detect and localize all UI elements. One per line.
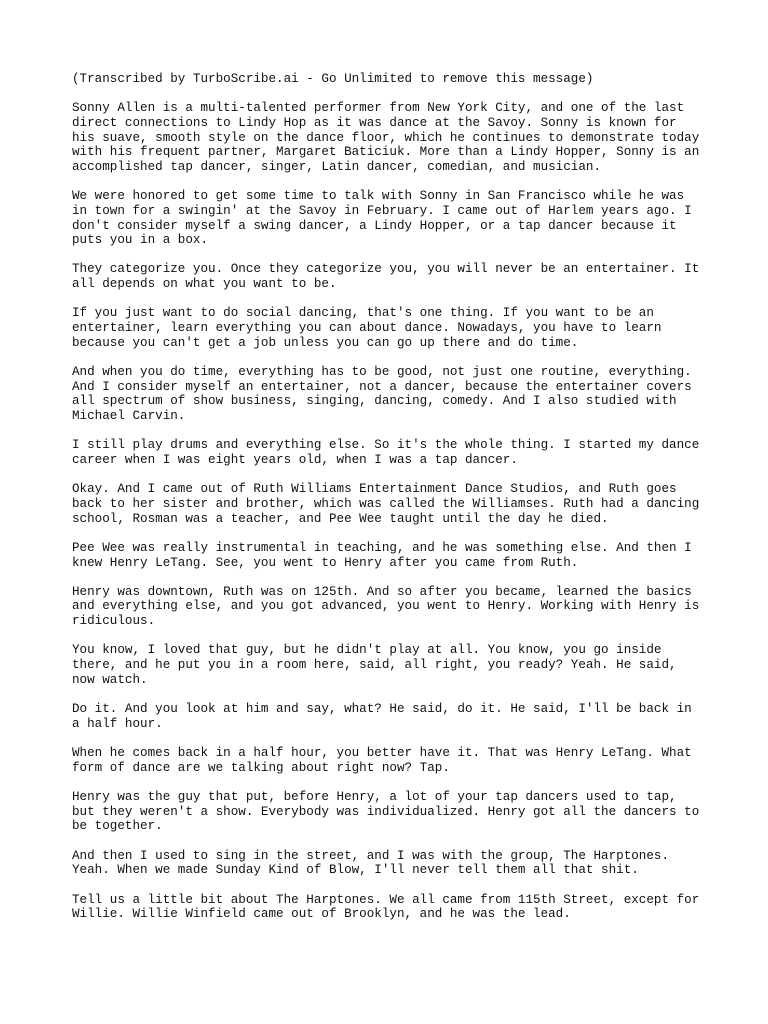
paragraph-social-dancing: If you just want to do social dancing, that's one thing. If you want to be an entertainer, learn everything you can about dance. Nowadays, you have to learn because you can't get a job unless you can go up there and do time.	[72, 306, 662, 350]
paragraph-san-francisco: We were honored to get some time to talk with Sonny in San Francisco while he was in town for a swingin' at the Savoy in February. I came out of Harlem years ago. I don't consider myself a swing dancer, a Lindy Hopper, or a tap dancer because it puts you in a box.	[72, 189, 692, 248]
paragraph-115th-street: Tell us a little bit about The Harptones. We all came from 115th Street, except for Willie. Willie Winfield came out of Brooklyn, and he was the lead.	[72, 892, 700, 922]
paragraph-do-it: Do it. And you look at him and say, what? He said, do it. He said, I'll be back in a half hour.	[72, 702, 692, 731]
paragraph-half-hour: When he comes back in a half hour, you better have it. That was Henry LeTang. What form of dance are we talking about right now? Tap.	[72, 746, 692, 775]
paragraph-entertainer: And when you do time, everything has to be good, not just one routine, everything. And I consider myself an entertainer, not a dancer, because the entertainer covers all spectrum of show business, singing, dancing, comedy. And I also studied with Michael Carvin.	[72, 365, 692, 424]
document-page	[72, 72, 712, 936]
paragraph-intro: Sonny Allen is a multi-talented performer from New York City, and one of the last direct connections to Lindy Hop as it was dance at the Savoy. Sonny is known for his suave, smooth style on the dance floor, which he continues to demonstrate today with his frequent partner, Margaret Baticiuk. More than a Lindy Hopper, Sonny is an accomplished tap dancer, singer, Latin dancer, comedian, and musician.	[72, 101, 700, 174]
paragraph-loved-that-guy: You know, I loved that guy, but he didn't play at all. You know, you go inside there, and he put you in a room here, said, all right, you ready? Yeah. He said, now watch.	[72, 643, 677, 687]
paragraph-drums: I still play drums and everything else. So it's the whole thing. I started my dance career when I was eight years old, when I was a tap dancer.	[72, 438, 700, 467]
transcription-notice: (Transcribed by TurboScribe.ai - Go Unlimited to remove this message)	[72, 72, 594, 86]
paragraph-pee-wee: Pee Wee was really instrumental in teaching, and he was something else. And then I knew Henry LeTang. See, you went to Henry after you came from Ruth.	[72, 540, 692, 570]
paragraph-henry-downtown: Henry was downtown, Ruth was on 125th. And so after you became, learned the basics and everything else, and you got advanced, you went to Henry. Working with Henry is ridiculous.	[72, 584, 700, 629]
paragraph-henry-show: Henry was the guy that put, before Henry, a lot of your tap dancers used to tap, but they weren't a show. Everybody was individualized. Henry got all the dancers to be together.	[72, 789, 700, 834]
paragraph-categorize: They categorize you. Once they categorize you, you will never be an entertainer. It all depends on what you want to be.	[72, 262, 700, 292]
paragraph-ruth-williams: Okay. And I came out of Ruth Williams Entertainment Dance Studios, and Ruth goes back to her sister and brother, which was called the Williamses. Ruth had a dancing school, Rosman was a teacher, and Pee Wee taught until the day he died.	[72, 482, 700, 526]
paragraph-harptones: And then I used to sing in the street, and I was with the group, The Harptones. Yeah. When we made Sunday Kind of Blow, I'll never tell them all that shit.	[72, 848, 670, 878]
